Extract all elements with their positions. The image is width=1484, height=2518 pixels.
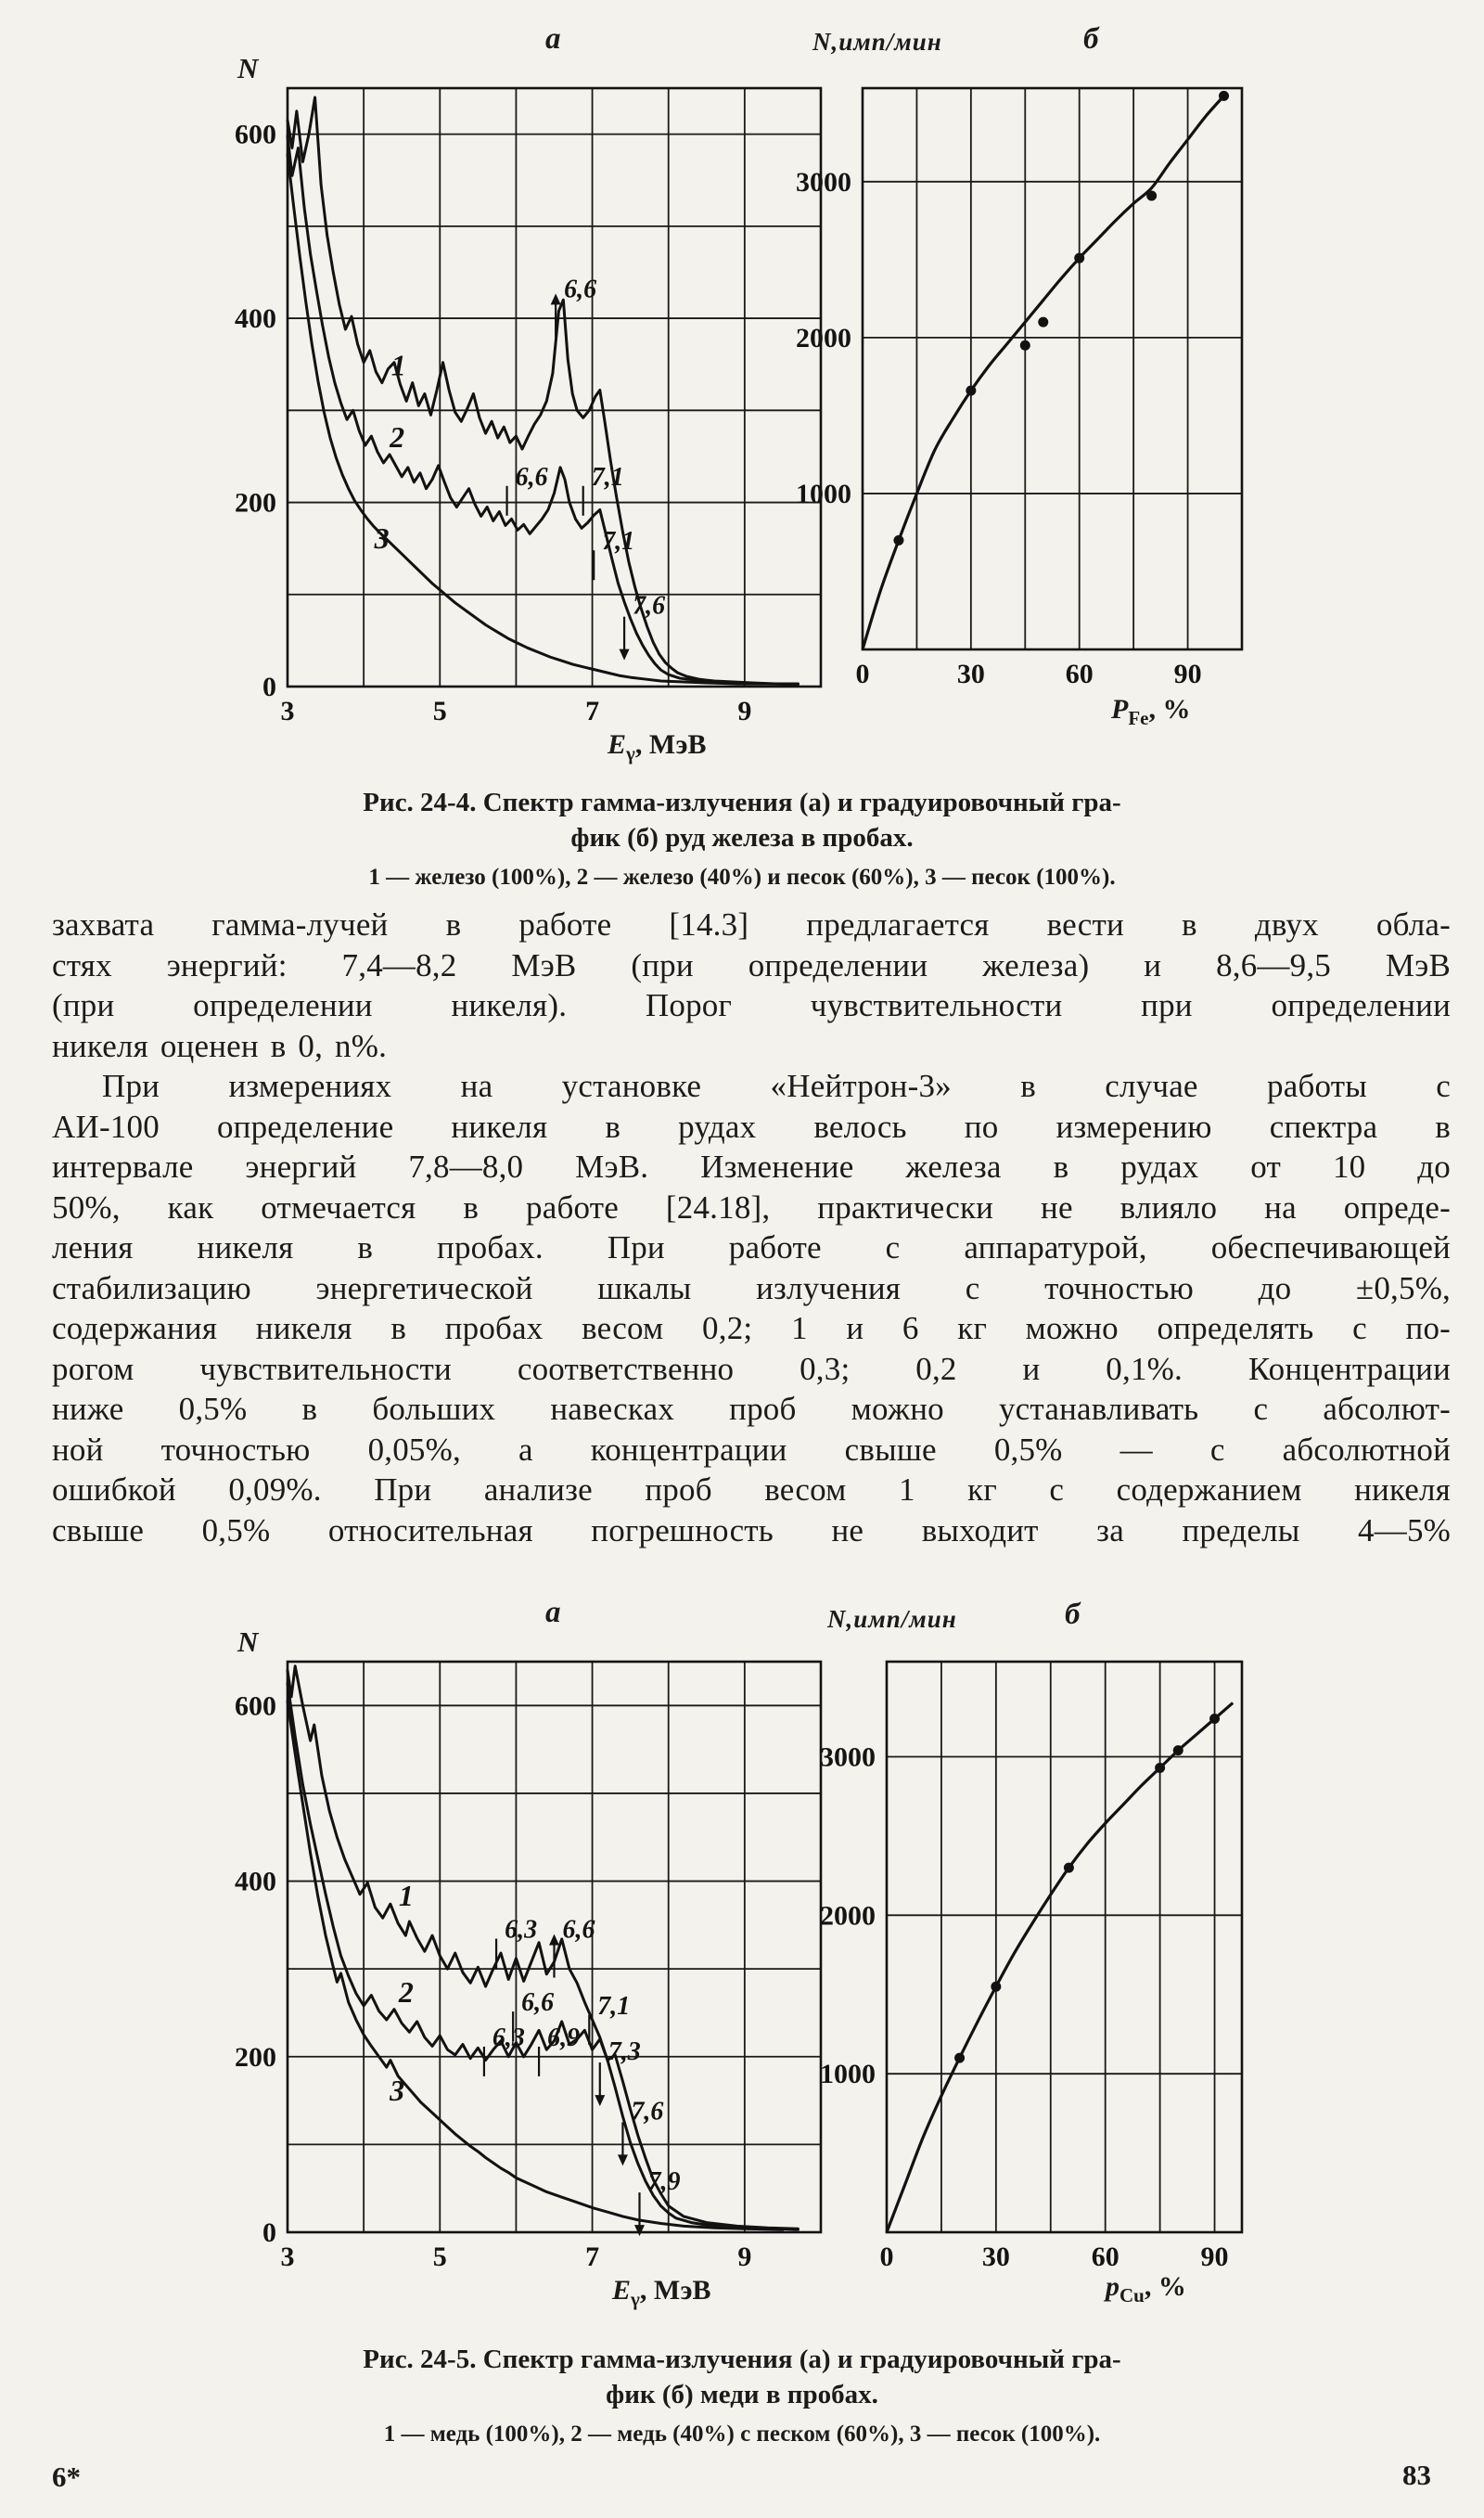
text-line: АИ-100 определение никеля в рудах велось по измерению спектра в [52, 1108, 1451, 1145]
text-line: 50%, как отмечается в работе [24.18], практически не влияло на опреде- [52, 1188, 1451, 1226]
svg-text:6,3: 6,3 [492, 2023, 525, 2052]
fig1-caption [186, 785, 1298, 893]
svg-text:600: 600 [235, 1690, 276, 1722]
svg-text:6,6: 6,6 [515, 462, 548, 492]
svg-text:2000: 2000 [820, 1900, 876, 1932]
fig2-calibration-x-axis-title [1106, 2271, 1186, 2307]
energy-symbol: E [612, 2275, 632, 2306]
text-line: никеля оценен в 0, n%. [52, 1027, 388, 1064]
svg-text:7,1: 7,1 [602, 527, 635, 557]
text-line: интервале энергий 7,8—8,0 МэВ. Изменение железа в рудах от 10 до [52, 1149, 1451, 1185]
energy-subscript: γ [626, 742, 635, 764]
svg-text:30: 30 [981, 2242, 1010, 2272]
svg-text:7,3: 7,3 [608, 2037, 641, 2067]
svg-text:7,6: 7,6 [633, 591, 666, 621]
svg-text:6,9: 6,9 [547, 2023, 581, 2052]
svg-text:9: 9 [737, 2242, 752, 2272]
iron-content-symbol: P [1111, 694, 1129, 725]
svg-text:3: 3 [390, 2074, 405, 2108]
svg-text:2000: 2000 [796, 322, 851, 353]
fig1-left-y-axis-title: N [237, 52, 259, 84]
svg-text:60: 60 [1091, 2242, 1119, 2272]
fig2-calibration-chart [803, 1638, 1256, 2305]
svg-text:6,6: 6,6 [564, 275, 597, 304]
fig2-caption-line1: Рис. 24-5. Спектр гамма-излучения (а) и градуировочный гра- [363, 2345, 1121, 2374]
text-line: При измерениях на установке «Нейтрон-3» в случае работы с [102, 1068, 1451, 1104]
fig1-caption-legend: 1 — железо (100%), 2 — железо (40%) и песок (60%), 3 — песок (100%). [368, 865, 1116, 890]
fig1-spectrum-chart [223, 65, 835, 759]
text-line: ошибкой 0,09%. При анализе проб весом 1 кг с содержанием никеля [52, 1471, 1451, 1508]
svg-text:2: 2 [398, 1975, 414, 2010]
svg-text:7,9: 7,9 [647, 2167, 681, 2197]
iron-subscript: Fe [1128, 707, 1149, 729]
svg-text:3: 3 [374, 521, 390, 556]
text-line: содержания никеля в пробах весом 0,2; 1 и 6 кг можно определять с по- [52, 1310, 1451, 1346]
svg-text:2: 2 [390, 420, 405, 454]
fig1-caption-line1: Рис. 24-4. Спектр гамма-излучения (а) и градуировочный гра- [363, 788, 1121, 817]
percent-unit: , % [1144, 2271, 1186, 2302]
fig2-left-y-axis-title: N [237, 1625, 259, 1658]
text-line: захвата гамма-лучей в работе [14.3] предлагается вести в двух обла- [52, 906, 1451, 943]
fig2-caption-legend: 1 — медь (100%), 2 — медь (40%) с песком (60%), 3 — песок (100%). [383, 2422, 1101, 2447]
text-line: свыше 0,5% относительная погрешность не выходит за пределы 4—5% [52, 1511, 1451, 1548]
text-line: ной точностью 0,05%, а концентрации свыше 0,5% — с абсолютной [52, 1431, 1451, 1468]
svg-text:6,6: 6,6 [562, 1915, 595, 1945]
energy-symbol: E [608, 729, 627, 760]
svg-text:7,1: 7,1 [591, 462, 624, 492]
fig2-right-y-axis-title: N,имп/мин [827, 1605, 957, 1633]
svg-text:7,1: 7,1 [597, 1991, 631, 2021]
page-number: 83 [1402, 2459, 1431, 2491]
svg-text:1: 1 [390, 348, 406, 382]
percent-unit: , % [1148, 694, 1191, 725]
svg-text:200: 200 [235, 487, 276, 519]
fig2-panel-b-label: б [1065, 1598, 1081, 1631]
svg-text:3000: 3000 [796, 166, 851, 198]
svg-text:3: 3 [280, 696, 295, 726]
svg-text:30: 30 [956, 659, 985, 689]
text-line: ления никеля в пробах. При работе с аппаратурой, обеспечивающей [52, 1229, 1451, 1265]
copper-content-symbol: p [1106, 2271, 1119, 2302]
svg-text:0: 0 [879, 2242, 894, 2272]
svg-text:200: 200 [235, 2041, 276, 2073]
svg-text:7: 7 [585, 2242, 600, 2272]
svg-text:6,3: 6,3 [505, 1915, 538, 1945]
fig1-caption-line2: фик (б) руд железа в пробах. [570, 823, 914, 853]
energy-subscript: γ [631, 2288, 640, 2310]
svg-text:600: 600 [235, 119, 276, 150]
svg-text:5: 5 [432, 696, 447, 726]
svg-text:90: 90 [1200, 2242, 1229, 2272]
fig1-right-y-axis-title: N,имп/мин [812, 28, 942, 56]
svg-text:1: 1 [398, 1879, 414, 1913]
svg-text:5: 5 [432, 2242, 447, 2272]
body-text [52, 905, 1451, 1550]
svg-text:90: 90 [1173, 659, 1202, 689]
svg-text:3: 3 [280, 2242, 295, 2272]
fig2-spectrum-x-axis-title [612, 2275, 711, 2311]
svg-text:1000: 1000 [796, 478, 851, 509]
svg-text:7,6: 7,6 [631, 2097, 664, 2126]
svg-text:0: 0 [262, 672, 276, 702]
fig1-panel-a-label: а [545, 22, 561, 56]
energy-unit: , МэВ [639, 2275, 711, 2306]
svg-text:0: 0 [855, 659, 870, 689]
signature-mark: 6* [52, 2460, 81, 2493]
svg-text:3000: 3000 [820, 1741, 876, 1773]
text-line: ниже 0,5% в больших навесках проб можно устанавливать с абсолют- [52, 1391, 1451, 1427]
text-line: рогом чувствительности соответственно 0,3; 0,2 и 0,1%. Концентрации [52, 1350, 1451, 1387]
text-line: стабилизацию энергетической шкалы излучения с точностью до ±0,5%, [52, 1269, 1451, 1306]
copper-subscript: Cu [1119, 2284, 1145, 2306]
svg-text:60: 60 [1065, 659, 1094, 689]
svg-text:6,6: 6,6 [521, 1988, 555, 2018]
svg-text:0: 0 [262, 2217, 276, 2248]
text-line: стях энергий: 7,4—8,2 МэВ (при определении железа) и 8,6—9,5 МэВ [52, 946, 1451, 983]
svg-text:1000: 1000 [820, 2059, 876, 2090]
svg-text:7: 7 [585, 696, 600, 726]
fig2-caption [186, 2342, 1298, 2449]
fig1-calibration-chart [779, 65, 1256, 722]
fig1-calibration-x-axis-title [1111, 694, 1190, 730]
fig1-spectrum-x-axis-title [608, 729, 707, 765]
text-line: (при определении никеля). Порог чувствительности при определении [52, 987, 1451, 1023]
energy-unit: , МэВ [634, 729, 707, 760]
svg-text:400: 400 [235, 303, 276, 335]
svg-text:9: 9 [737, 696, 752, 726]
fig1-panel-b-label: б [1083, 22, 1099, 56]
fig2-caption-line2: фик (б) меди в пробах. [606, 2380, 878, 2409]
fig2-spectrum-chart [223, 1638, 835, 2305]
fig2-panel-a-label: а [545, 1596, 561, 1629]
svg-text:400: 400 [235, 1866, 276, 1897]
